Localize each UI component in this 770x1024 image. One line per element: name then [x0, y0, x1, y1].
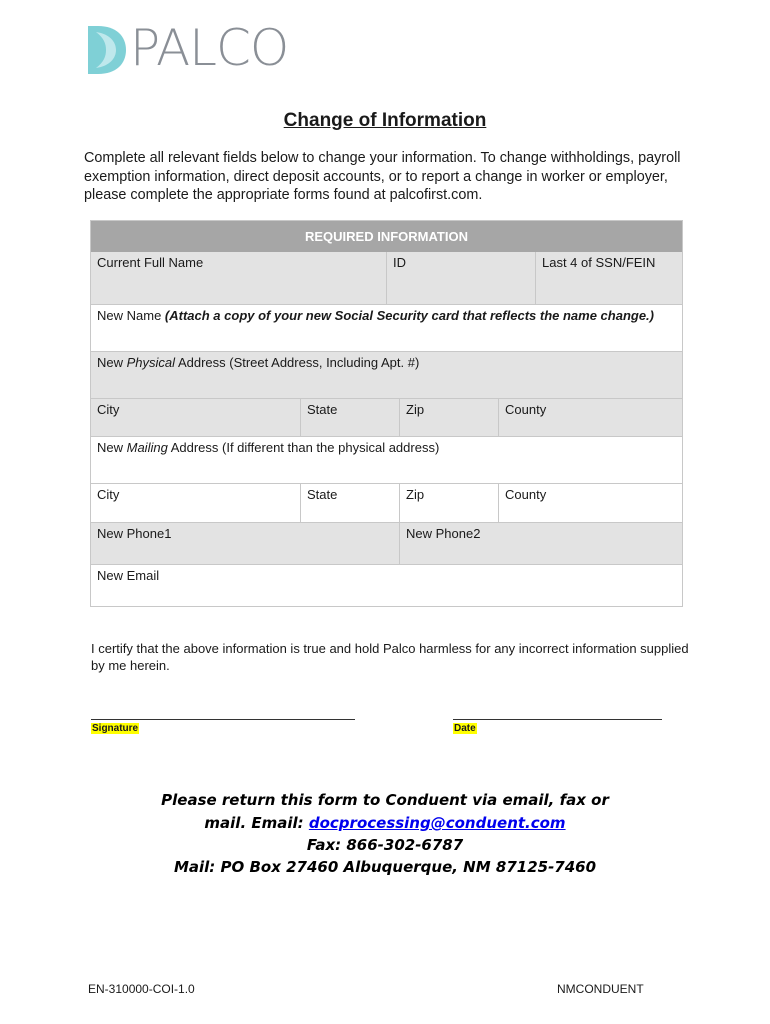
- mailing-state-label: State: [307, 487, 338, 502]
- last4-ssn-label: Last 4 of SSN/FEIN: [542, 255, 656, 270]
- new-name-label: New Name: [97, 308, 165, 323]
- mailing-address-field[interactable]: [91, 437, 682, 483]
- physical-state-field[interactable]: [301, 399, 399, 436]
- date-label: Date: [454, 723, 476, 734]
- physical-address-field[interactable]: [91, 352, 682, 398]
- new-email-label: New Email: [97, 568, 160, 583]
- intro-paragraph: Complete all relevant fields below to change your information. To change withholdings, payroll exemption information, direct deposit accounts, or to report a change in worker or employer, please complete the appropriate forms found at palcofirst.com.: [84, 150, 681, 203]
- mailing-address-label-post: Address (If different than the physical address): [167, 440, 440, 455]
- palco-logo-mark: [86, 22, 130, 78]
- new-phone1-label: New Phone1: [97, 526, 172, 541]
- mailing-zip-label: Zip: [406, 487, 425, 502]
- id-label: ID: [393, 255, 406, 270]
- mailing-county-label: County: [505, 487, 547, 502]
- id-field[interactable]: [387, 252, 535, 304]
- new-phone2-label: New Phone2: [406, 526, 481, 541]
- new-phone2-field[interactable]: [400, 523, 682, 564]
- new-phone1-field[interactable]: [91, 523, 399, 564]
- page-title: Change of Information: [283, 110, 487, 131]
- physical-address-label-post: Address (Street Address, Including Apt. #): [175, 355, 420, 370]
- form-header: REQUIRED INFORMATION: [91, 221, 682, 252]
- current-full-name-field[interactable]: [91, 252, 386, 304]
- return-mail-address: Mail: PO Box 27460 Albuquerque, NM 87125-7460: [173, 858, 597, 876]
- physical-state-label: State: [307, 402, 338, 417]
- signature-line[interactable]: [91, 719, 355, 720]
- new-name-field[interactable]: [91, 305, 682, 351]
- return-instructions-line1: Please return this form to Conduent via email, fax or: [161, 791, 609, 809]
- mailing-zip-field[interactable]: [400, 484, 498, 522]
- mailing-address-label-pre: New: [97, 440, 127, 455]
- last4-ssn-field[interactable]: [536, 252, 682, 304]
- physical-zip-label: Zip: [406, 402, 425, 417]
- mailing-state-field[interactable]: [301, 484, 399, 522]
- mailing-city-label: City: [97, 487, 120, 502]
- current-full-name-label: Current Full Name: [97, 255, 204, 270]
- return-email-prefix: mail. Email:: [204, 814, 309, 832]
- new-name-note: (Attach a copy of your new Social Security card that reflects the name change.): [164, 308, 654, 323]
- return-fax: Fax: 866-302-6787: [306, 836, 464, 854]
- palco-logo: [86, 19, 296, 78]
- mailing-address-label-em: Mailing: [126, 440, 168, 455]
- mailing-county-field[interactable]: [499, 484, 682, 522]
- physical-city-field[interactable]: [91, 399, 300, 436]
- date-line[interactable]: [453, 719, 662, 720]
- physical-zip-field[interactable]: [400, 399, 498, 436]
- new-email-field[interactable]: [91, 565, 682, 606]
- physical-city-label: City: [97, 402, 120, 417]
- physical-county-field[interactable]: [499, 399, 682, 436]
- palco-logo-text: PALCO: [130, 19, 289, 77]
- return-instructions-email: [0, 814, 770, 832]
- physical-county-label: County: [505, 402, 547, 417]
- mailing-city-field[interactable]: [91, 484, 300, 522]
- signature-label: Signature: [92, 723, 139, 734]
- email-link[interactable]: docprocessing@conduent.com: [308, 814, 566, 832]
- physical-address-label-pre: New: [97, 355, 127, 370]
- certification-statement: I certify that the above information is true and hold Palco harmless for any incorrect information supplied by me herein.: [91, 641, 689, 673]
- physical-address-label-em: Physical: [126, 355, 176, 370]
- form-code: EN-310000-COI-1.0: [88, 982, 195, 996]
- footer-right-code: NMCONDUENT: [557, 982, 644, 996]
- required-information-form: [90, 220, 683, 607]
